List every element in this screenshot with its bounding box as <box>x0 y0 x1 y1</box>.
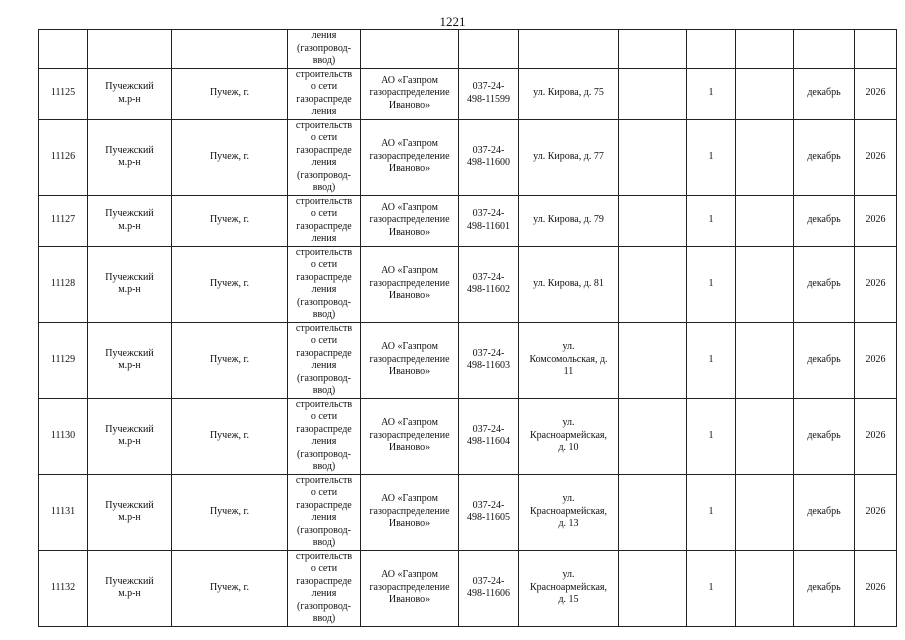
table-row <box>39 68 897 119</box>
district-cell: Пучежский м.р-н <box>88 322 172 398</box>
empty-cell <box>619 30 687 69</box>
empty-cell <box>736 398 794 474</box>
code-cell: 037-24- 498-11603 <box>459 322 519 398</box>
code-cell: 037-24- 498-11606 <box>459 550 519 626</box>
work-cell: строительств о сети газораспреде ления (газопровод- ввод) <box>288 474 361 550</box>
org-cell: АО «Газпром газораспределение Иваново» <box>361 550 459 626</box>
org-cell <box>361 30 459 69</box>
locality-cell <box>172 30 288 69</box>
address-cell: ул. Кирова, д. 77 <box>519 119 619 195</box>
address-cell: ул. Комсомольская, д. 11 <box>519 322 619 398</box>
year-cell: 2026 <box>855 246 897 322</box>
code-cell: 037-24- 498-11602 <box>459 246 519 322</box>
id-cell: 11125 <box>39 68 88 119</box>
empty-cell <box>736 195 794 246</box>
locality-cell: Пучеж, г. <box>172 474 288 550</box>
address-cell <box>519 30 619 69</box>
work-cell: строительств о сети газораспреде ления (газопровод- ввод) <box>288 322 361 398</box>
code-cell: 037-24- 498-11605 <box>459 474 519 550</box>
org-cell: АО «Газпром газораспределение Иваново» <box>361 68 459 119</box>
code-cell: 037-24- 498-11604 <box>459 398 519 474</box>
qty-cell: 1 <box>687 550 736 626</box>
table-row <box>39 322 897 398</box>
month-cell: декабрь <box>794 322 855 398</box>
code-cell <box>459 30 519 69</box>
work-cell: строительств о сети газораспреде ления <box>288 195 361 246</box>
id-cell: 11130 <box>39 398 88 474</box>
org-cell: АО «Газпром газораспределение Иваново» <box>361 246 459 322</box>
table-row <box>39 398 897 474</box>
org-cell: АО «Газпром газораспределение Иваново» <box>361 119 459 195</box>
year-cell: 2026 <box>855 322 897 398</box>
code-cell: 037-24- 498-11600 <box>459 119 519 195</box>
id-cell: 11131 <box>39 474 88 550</box>
qty-cell: 1 <box>687 195 736 246</box>
qty-cell <box>687 30 736 69</box>
locality-cell: Пучеж, г. <box>172 195 288 246</box>
empty-cell <box>736 550 794 626</box>
month-cell: декабрь <box>794 550 855 626</box>
address-cell: ул. Кирова, д. 75 <box>519 68 619 119</box>
address-cell: ул. Красноармейская, д. 10 <box>519 398 619 474</box>
address-cell: ул. Красноармейская, д. 13 <box>519 474 619 550</box>
code-cell: 037-24- 498-11599 <box>459 68 519 119</box>
empty-cell <box>619 119 687 195</box>
id-cell: 11129 <box>39 322 88 398</box>
locality-cell: Пучеж, г. <box>172 398 288 474</box>
locality-cell: Пучеж, г. <box>172 246 288 322</box>
district-cell: Пучежский м.р-н <box>88 550 172 626</box>
registry-table <box>38 29 897 627</box>
locality-cell: Пучеж, г. <box>172 322 288 398</box>
empty-cell <box>736 322 794 398</box>
table-row <box>39 195 897 246</box>
district-cell: Пучежский м.р-н <box>88 119 172 195</box>
empty-cell <box>619 68 687 119</box>
qty-cell: 1 <box>687 322 736 398</box>
empty-cell <box>736 246 794 322</box>
empty-cell <box>619 398 687 474</box>
code-cell: 037-24- 498-11601 <box>459 195 519 246</box>
id-cell: 11132 <box>39 550 88 626</box>
year-cell: 2026 <box>855 68 897 119</box>
qty-cell: 1 <box>687 474 736 550</box>
work-cell: строительств о сети газораспреде ления (газопровод- ввод) <box>288 550 361 626</box>
month-cell <box>794 30 855 69</box>
work-cell: строительств о сети газораспреде ления (газопровод- ввод) <box>288 398 361 474</box>
address-cell: ул. Кирова, д. 79 <box>519 195 619 246</box>
id-cell: 11127 <box>39 195 88 246</box>
district-cell: Пучежский м.р-н <box>88 398 172 474</box>
locality-cell: Пучеж, г. <box>172 68 288 119</box>
empty-cell <box>619 246 687 322</box>
org-cell: АО «Газпром газораспределение Иваново» <box>361 474 459 550</box>
year-cell: 2026 <box>855 474 897 550</box>
district-cell: Пучежский м.р-н <box>88 246 172 322</box>
locality-cell: Пучеж, г. <box>172 119 288 195</box>
page-number: 1221 <box>439 14 466 29</box>
year-cell: 2026 <box>855 550 897 626</box>
table-row <box>39 119 897 195</box>
district-cell: Пучежский м.р-н <box>88 474 172 550</box>
table-row <box>39 246 897 322</box>
work-text: ления (газопровод- ввод) <box>297 30 351 66</box>
month-cell: декабрь <box>794 195 855 246</box>
month-cell: декабрь <box>794 68 855 119</box>
work-cell <box>288 30 361 69</box>
empty-cell <box>736 68 794 119</box>
year-cell: 2026 <box>855 195 897 246</box>
org-cell: АО «Газпром газораспределение Иваново» <box>361 322 459 398</box>
table-body <box>39 30 897 627</box>
address-cell: ул. Красноармейская, д. 15 <box>519 550 619 626</box>
year-cell: 2026 <box>855 398 897 474</box>
continuation-row <box>39 30 897 69</box>
district-cell: Пучежский м.р-н <box>88 68 172 119</box>
org-cell: АО «Газпром газораспределение Иваново» <box>361 398 459 474</box>
month-cell: декабрь <box>794 398 855 474</box>
id-cell: 11126 <box>39 119 88 195</box>
year-cell: 2026 <box>855 119 897 195</box>
district-cell <box>88 30 172 69</box>
qty-cell: 1 <box>687 246 736 322</box>
month-cell: декабрь <box>794 246 855 322</box>
org-cell: АО «Газпром газораспределение Иваново» <box>361 195 459 246</box>
table-row <box>39 474 897 550</box>
work-cell: строительств о сети газораспреде ления (газопровод- ввод) <box>288 246 361 322</box>
empty-cell <box>736 474 794 550</box>
id-cell <box>39 30 88 69</box>
empty-cell <box>736 30 794 69</box>
id-cell: 11128 <box>39 246 88 322</box>
empty-cell <box>619 322 687 398</box>
district-cell: Пучежский м.р-н <box>88 195 172 246</box>
empty-cell <box>736 119 794 195</box>
locality-cell: Пучеж, г. <box>172 550 288 626</box>
empty-cell <box>619 195 687 246</box>
qty-cell: 1 <box>687 68 736 119</box>
qty-cell: 1 <box>687 119 736 195</box>
month-cell: декабрь <box>794 119 855 195</box>
work-cell: строительств о сети газораспреде ления (газопровод- ввод) <box>288 119 361 195</box>
empty-cell <box>619 550 687 626</box>
empty-cell <box>619 474 687 550</box>
month-cell: декабрь <box>794 474 855 550</box>
address-cell: ул. Кирова, д. 81 <box>519 246 619 322</box>
table-row <box>39 550 897 626</box>
work-cell: строительств о сети газораспреде ления <box>288 68 361 119</box>
qty-cell: 1 <box>687 398 736 474</box>
year-cell <box>855 30 897 69</box>
